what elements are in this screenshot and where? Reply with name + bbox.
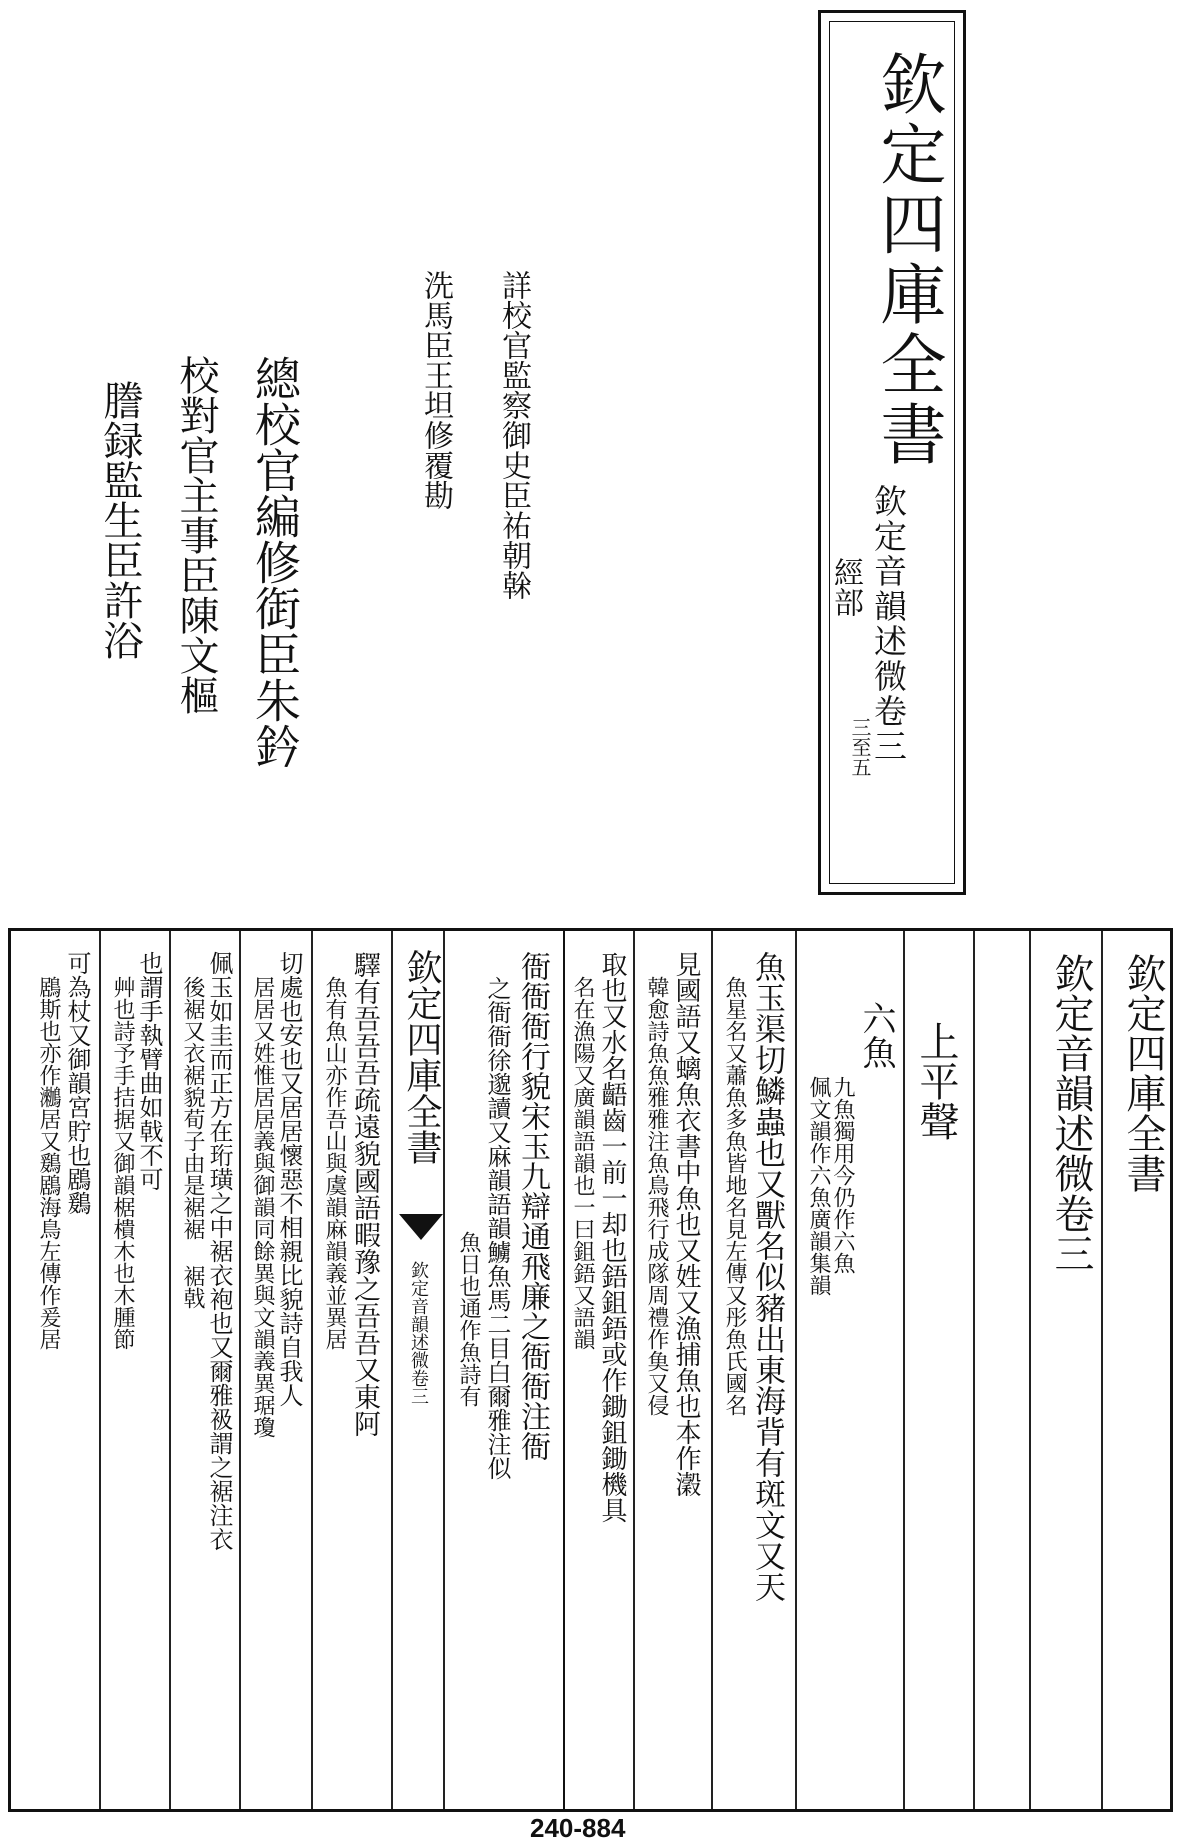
text-column: 切處也安也又居居懷惡不相親比貌詩自我人 <box>275 951 303 1407</box>
section-heading: 上平聲 <box>913 1021 959 1141</box>
credit-copyist: 謄録監生臣許浴 <box>97 380 143 660</box>
column-rule <box>99 931 101 1809</box>
rhyme-heading: 六魚 <box>856 1001 896 1069</box>
text-column: 魚有魚山亦作吾山與虞韻麻韻義並異居 <box>322 976 347 1350</box>
column-rule <box>239 931 241 1809</box>
credit-proofreader: 詳校官監察御史臣祐朝榦 <box>496 270 531 600</box>
column-rule <box>1029 931 1031 1809</box>
text-column: 名在漁陽又廣韻語韻也一曰鉏鋙又語韻 <box>570 976 595 1350</box>
fishtail-mark-icon <box>399 1214 443 1240</box>
slip-volume-note: 三至五 <box>848 717 872 777</box>
title-slip-inner-border <box>829 21 955 884</box>
center-subtitle: 欽定音韻述微卷三 <box>408 1261 429 1405</box>
column-rule <box>711 931 713 1809</box>
page-series-title: 欽定四庫全書 <box>1120 953 1166 1193</box>
page-book-title: 欽定音韻述微卷三 <box>1048 953 1094 1273</box>
text-column: 驛有吾吾吾疏遠貌國語暇豫之吾吾又東阿 <box>349 951 380 1437</box>
slip-book-name: 欽定音韻述微卷三 <box>869 484 908 764</box>
text-column: 韓愈詩魚魚雅雅注魚鳥飛行成隊周禮作𩵋又侵 <box>644 976 669 1416</box>
text-column: 之衙衙徐邈讀又麻韻語韻䲐魚馬二目白爾雅注似 <box>483 976 511 1480</box>
credit-collator: 校對官主事臣陳文樞 <box>173 355 219 715</box>
column-rule <box>795 931 797 1809</box>
slip-category: 經部 <box>828 557 863 617</box>
text-page <box>8 928 1173 1812</box>
text-column: 魚星名又蕭魚多魚皆地名見左傳又彤魚氏國名 <box>722 976 747 1416</box>
text-column: 衙衙衙行貌宋玉九辯通飛廉之衙衙注衙 <box>515 951 550 1461</box>
text-column: 鶋斯也亦作𪆵居又鶢鶋海鳥左傳作爰居 <box>36 976 61 1350</box>
column-rule <box>633 931 635 1809</box>
column-rule <box>391 931 393 1809</box>
column-rule <box>311 931 313 1809</box>
text-column: 佩玉如圭而正方在珩璜之中裾衣袍也又爾雅衱謂之裾注衣 <box>205 951 233 1551</box>
center-title: 欽定四庫全書 <box>401 949 442 1165</box>
text-column: 魚玉渠切鱗蟲也又獸名似豬出東海背有斑文又天 <box>749 951 785 1602</box>
column-rule <box>973 931 975 1809</box>
title-slip <box>818 10 966 895</box>
credit-chief-collator: 總校官編修衘臣朱鈐 <box>248 355 302 769</box>
column-rule <box>903 931 905 1809</box>
column-rule <box>169 931 171 1809</box>
center-gutter <box>563 931 565 1809</box>
text-column: 見國語又螭魚衣書中魚也又姓又漁捕魚也本作瀔 <box>671 951 701 1497</box>
text-column: 魚日也通作魚詩有 <box>456 1231 481 1407</box>
page-number: 240-884 <box>530 1813 626 1843</box>
text-column: 艸也詩予手拮据又御韻椐樻木也木腫節 <box>110 976 135 1350</box>
rhyme-source: 佩文韻作六魚廣韻集韻 <box>806 1076 831 1296</box>
credit-reviewer: 洗馬臣王坦修覆勘 <box>418 270 453 510</box>
text-column: 可為杖又御韻宮貯也鶋鶢 <box>63 951 91 1215</box>
text-column: 取也又水名齬齒一前一却也鋙鉏鋙或作鋤鉏鋤機具 <box>597 951 627 1523</box>
slip-title: 欽定四庫全書 <box>869 50 946 470</box>
text-column: 居居又姓惟居居義與御韻同餘異與文韻義異琚瓊 <box>250 976 275 1438</box>
column-rule <box>443 931 445 1809</box>
text-column: 後裾又衣裾貌荀子由是裾裾 裾戟 <box>180 976 205 1309</box>
rhyme-note: 九魚獨用今仍作六魚 <box>830 1076 855 1274</box>
column-rule <box>1101 931 1103 1809</box>
text-column: 也謂手執臂曲如戟不可 <box>135 951 163 1191</box>
